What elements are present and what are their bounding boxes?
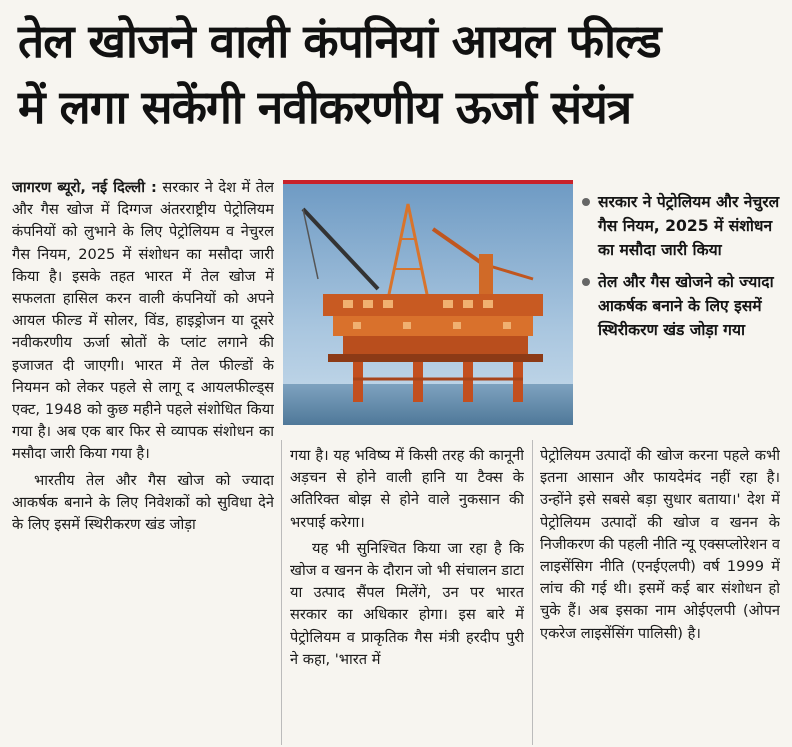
article-column-2 (290, 445, 524, 745)
headline-line-1: तेल खोजने वाली कंपनियां आयल फील्ड (18, 14, 661, 68)
bullet-icon (582, 278, 590, 286)
highlight-item (582, 190, 782, 262)
highlight-text: सरकार ने पेट्रोलियम और नेचुरल गैस नियम, 2025 में संशोधन का मसौदा जारी किया (598, 193, 780, 259)
highlight-item (582, 270, 782, 342)
paragraph: भारतीय तेल और गैस खोज को ज्यादा आकर्षक बनाने के लिए निवेशकों को सुविधा देने के लिए इसमें स्थिरीकरण खंड जोड़ा (12, 471, 274, 534)
paragraph (12, 177, 274, 466)
article-column-3 (540, 445, 780, 745)
article-column-1 (12, 177, 274, 743)
oil-platform-photo (283, 180, 573, 429)
oil-platform-icon (283, 184, 573, 425)
bullet-icon (582, 198, 590, 206)
column-divider (532, 440, 533, 745)
highlight-text: तेल और गैस खोजने को ज्यादा आकर्षक बनाने के लिए इसमें स्थिरीकरण खंड जोड़ा गया (598, 273, 774, 339)
paragraph-text: सरकार ने देश में तेल और गैस खोज में दिग्गज अंतरराष्ट्रीय पेट्रोलियम कंपनियों को लुभाने के लिए पेट्रोलियम व नेचुरल गैस नियम, 2025 में संशोधन का मसौदा जारी किया है। इसके तहत भारत में तेल खोज में सफलता हासिल करन वाली कंपनियों को अपने आयल फील्ड में सोलर, विंड, हाइड्रोजन या दूसरे नवीकरणीय ऊर्जा स्रोतों के प्लांट लगाने की इजाजत दी जाएगी। भारत में तेल फील्डों के नियमन को लेकर पहले से लागू द आयलफील्ड्स एक्ट, 1948 को कुछ महीने पहले संशोधित किया गया है। अब एक बार फिर से व्यापक संशोधन का मसौदा जारी किया गया है। (12, 179, 274, 463)
column-divider (281, 440, 282, 745)
byline: जागरण ब्यूरो, नई दिल्ली : (12, 179, 157, 196)
headline-line-2: में लगा सकेंगी नवीकरणीय ऊर्जा संयंत्र (18, 80, 632, 134)
headline (18, 8, 778, 140)
highlights-box (582, 190, 782, 350)
paragraph: गया है। यह भविष्य में किसी तरह की कानूनी अड़चन से होने वाली हानि या टैक्स के अतिरिक्त बोझ से होने वाले नुकसान की भरपाई करेगा। (290, 447, 524, 531)
paragraph: पेट्रोलियम उत्पादों की खोज करना पहले कभी इतना आसान और फायदेमंद नहीं रहा है। उन्होंने इसे सबसे बड़ा सुधार बताया।' देश में पेट्रोलियम उत्पादों की खोज व खनन के निजीकरण की पहली नीति न्यू एक्सप्लोरेशन व लाइसेंसिग नीति (एनईएलपी) वर्ष 1999 में लांच की गई थी। इसमें कई बार संशोधन हो चुके हैं। अब इसका नाम ओईएलपी (ओपन एकरेज लाइसेंसिंग पालिसी) है। (540, 447, 780, 642)
paragraph: यह भी सुनिश्चित किया जा रहा है कि खोज व खनन के दौरान जो भी संचालन डाटा या उत्पाद सैंपल मिलेंगे, उन पर भारत सरकार का अधिकार होगा। इस बारे में पेट्रोलियम व प्राकृतिक गैस मंत्री हरदीप पुरी ने कहा, 'भारत में (290, 539, 524, 668)
